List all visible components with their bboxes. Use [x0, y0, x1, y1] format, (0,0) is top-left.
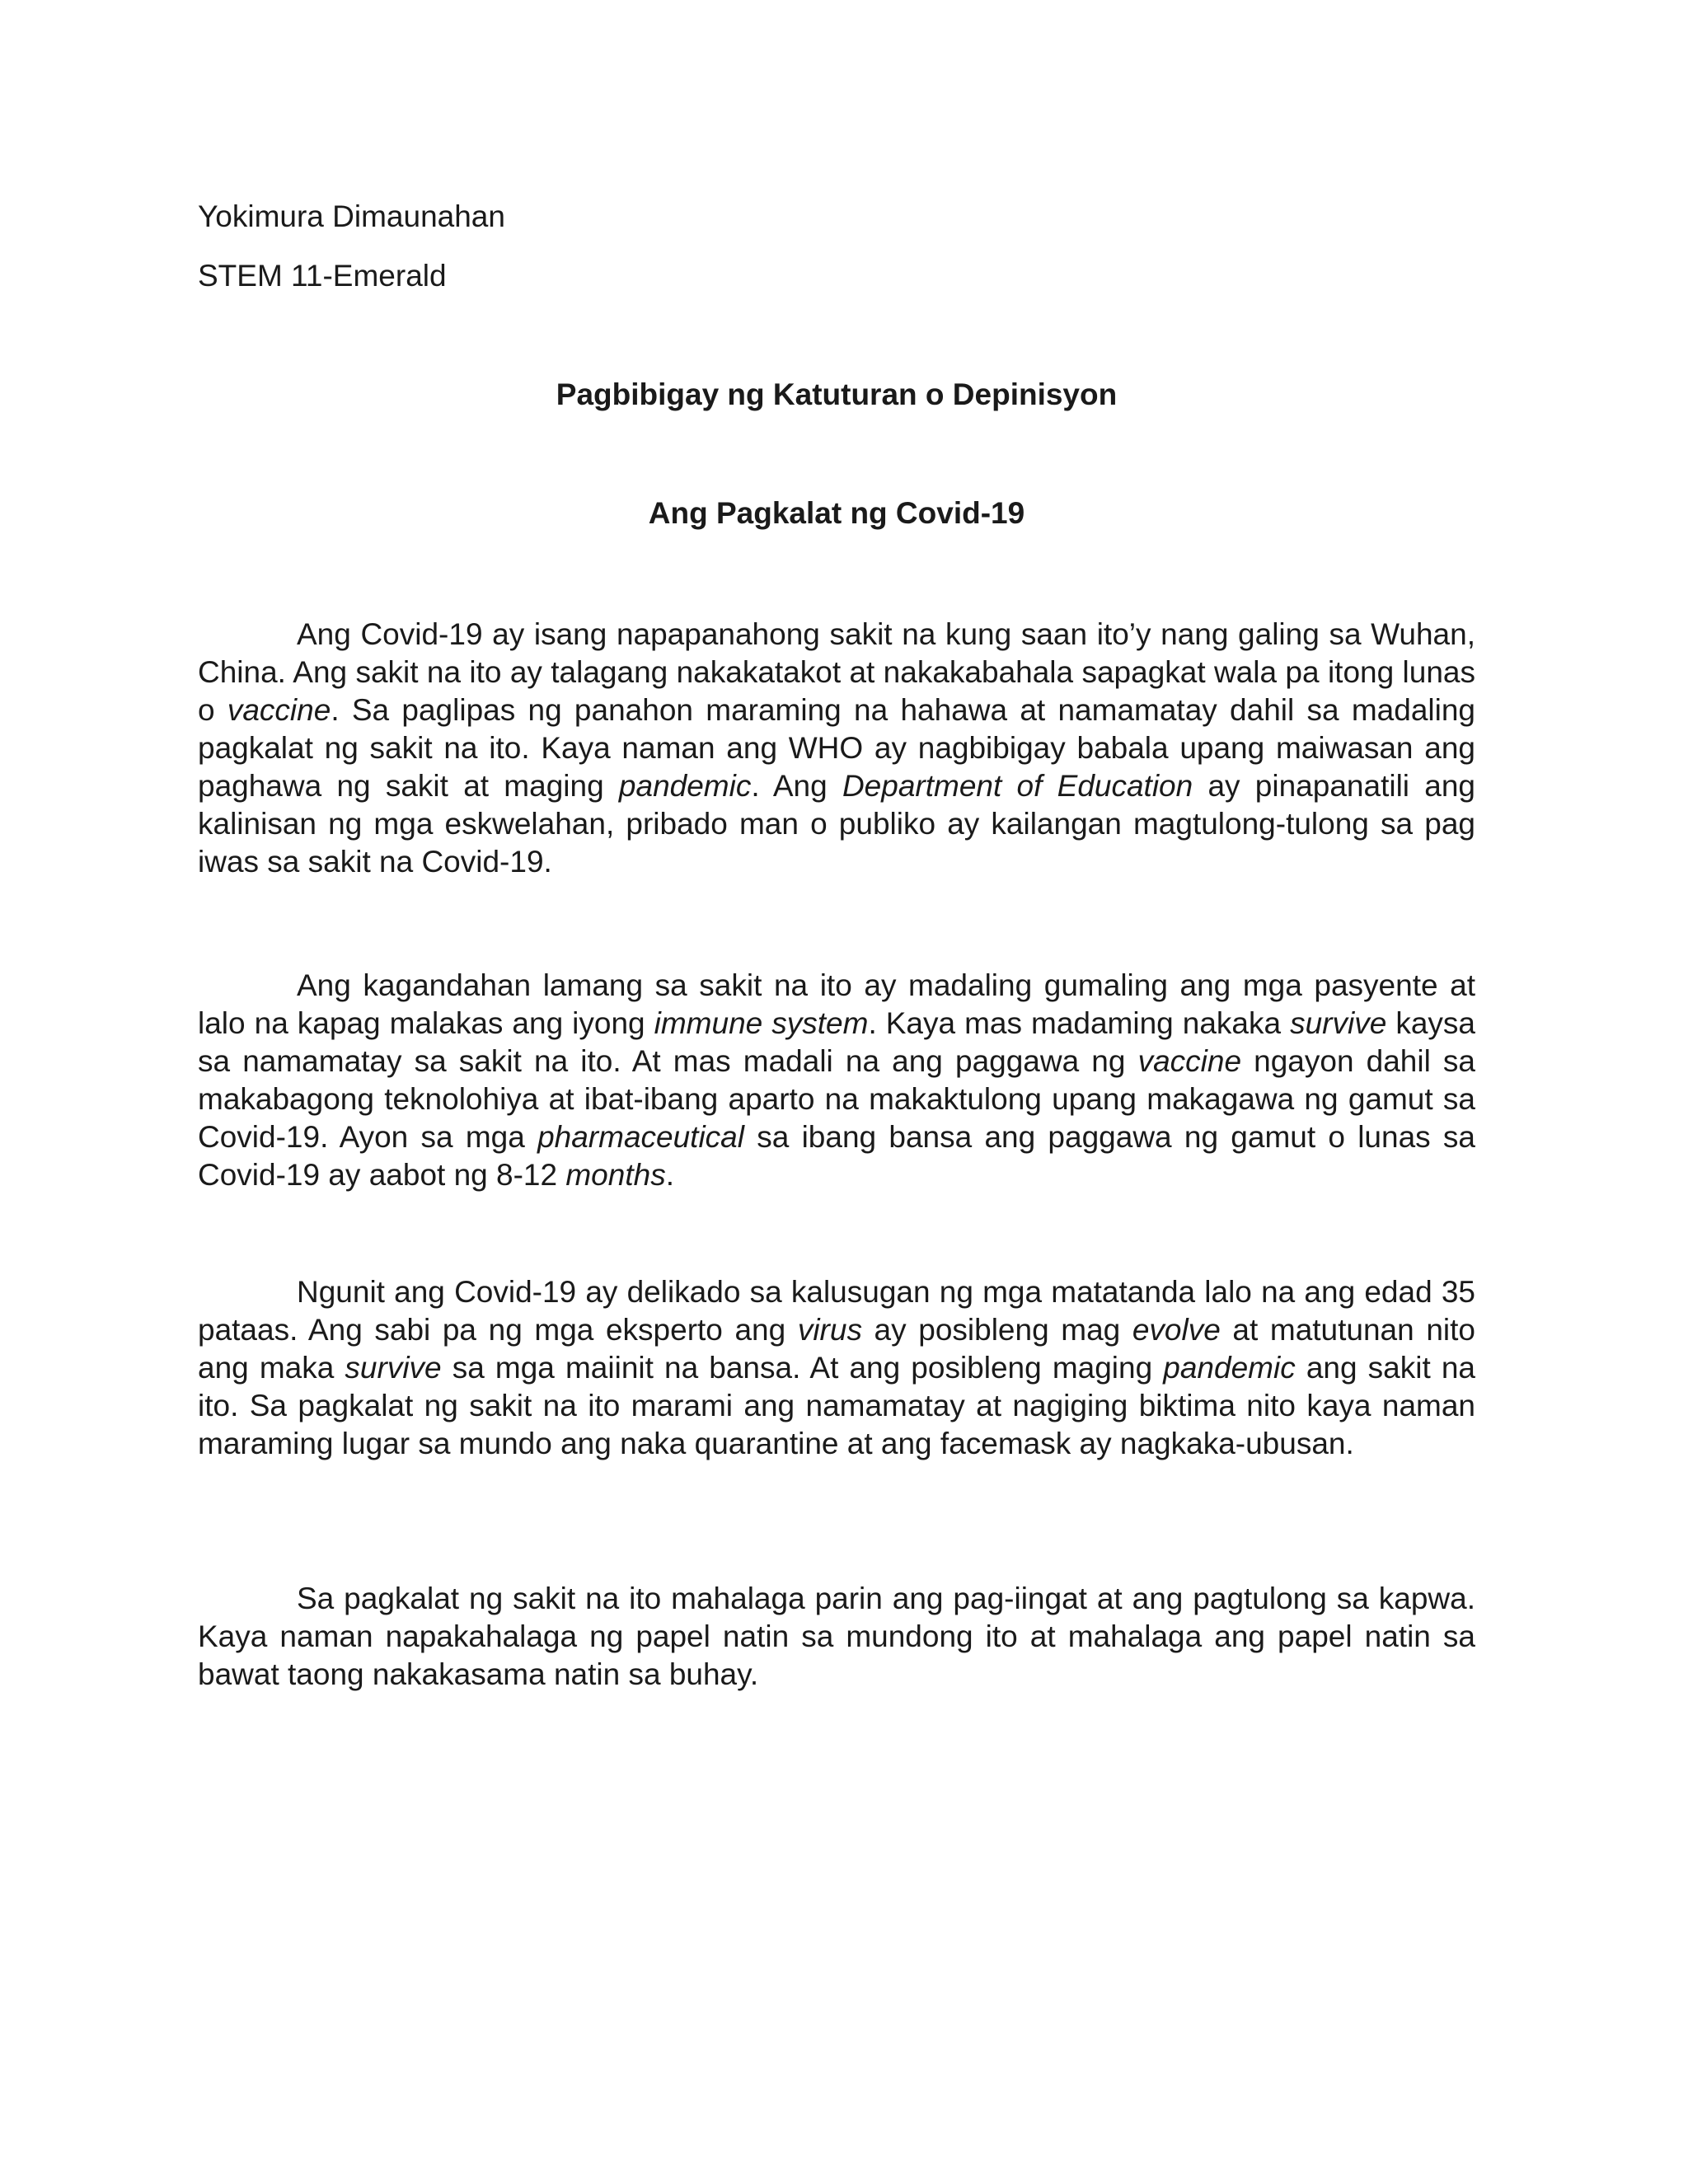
text-run: ay pinapanatili ang kalinisan ng mga eskwelahan, pribado man o publiko ay kailangan magtulong-tulong sa pag iwas sa sakit na Covid-19.: [198, 769, 1476, 879]
italic-term: vaccine: [1137, 1044, 1242, 1078]
italic-term: survive: [1290, 1006, 1387, 1040]
text-run: ang sakit na ito. Sa pagkalat ng sakit na ito marami ang namamatay at nagiging biktima nito kaya naman maraming lugar sa mundo ang naka quarantine at ang facemask ay nagkaka-ubusan.: [198, 1351, 1475, 1460]
paragraph-3: [198, 1273, 1475, 1463]
text-run: . Kaya mas madaming nakaka: [868, 1006, 1291, 1040]
italic-term: Department of Education: [842, 769, 1193, 803]
italic-term: months: [565, 1158, 666, 1192]
paragraph-2: [198, 967, 1475, 1194]
text-run: . Sa paglipas ng panahon maraming na hahawa at namamatay dahil sa madaling pagkalat ng sakit na ito. Kaya naman ang WHO ay nagbibigay babala upang maiwasan ang paghawa ng sakit at maging: [198, 693, 1476, 803]
paragraph-1: [198, 616, 1475, 881]
italic-term: pandemic: [618, 769, 752, 803]
italic-term: virus: [797, 1313, 862, 1347]
text-run: sa ibang bansa ang paggawa ng gamut o lunas sa Covid-19 ay aabot ng 8-12: [198, 1120, 1476, 1192]
text-run: . Ang: [751, 769, 842, 803]
paragraph-4: [198, 1580, 1475, 1694]
text-run: at matutunan nito ang maka: [198, 1313, 1475, 1385]
italic-term: pandemic: [1163, 1351, 1296, 1385]
text-run: Ang kagandahan lamang sa sakit na ito ay madaling gumaling ang mga pasyente at lalo na kapag malakas ang iyong: [198, 968, 1475, 1040]
text-run: ay posibleng mag: [861, 1313, 1132, 1347]
text-run: sa mga maiinit na bansa. At ang posibleng maging: [441, 1351, 1164, 1385]
italic-term: evolve: [1132, 1313, 1221, 1347]
document-title: Pagbibigay ng Katuturan o Depinisyon: [556, 377, 1118, 411]
italic-term: vaccine: [227, 693, 331, 727]
italic-term: survive: [345, 1351, 442, 1385]
italic-term: immune system: [654, 1006, 869, 1040]
text-run: Sa pagkalat ng sakit na ito mahalaga parin ang pag-iingat at ang pagtulong sa kapwa. Kaya naman napakahalaga ng papel natin sa mundong ito at mahalaga ang papel natin sa bawat taong nakakasama natin sa buhay.: [198, 1582, 1475, 1691]
text-run: kaysa sa namamatay sa sakit na ito. At mas madali na ang paggawa ng: [198, 1006, 1475, 1078]
italic-term: pharmaceutical: [537, 1120, 744, 1154]
class-section: STEM 11-Emerald: [198, 259, 447, 293]
document-subtitle: Ang Pagkalat ng Covid-19: [648, 496, 1025, 530]
text-run: ngayon dahil sa makabagong teknolohiya at ibat-ibang aparto na makaktulong upang makagawa ng gamut sa Covid-19. Ayon sa mga: [198, 1044, 1475, 1154]
author-name: Yokimura Dimaunahan: [198, 199, 505, 233]
text-run: Ngunit ang Covid-19 ay delikado sa kalusugan ng mga matatanda lalo na ang edad 35 pataas. Ang sabi pa ng mga eksperto ang: [198, 1275, 1475, 1347]
text-run: Ang Covid-19 ay isang napapanahong sakit na kung saan ito’y nang galing sa Wuhan, China. Ang sakit na ito ay talagang nakakatakot at nakakabahala sapagkat wala pa itong lunas o: [198, 617, 1475, 727]
text-run: .: [665, 1158, 674, 1192]
